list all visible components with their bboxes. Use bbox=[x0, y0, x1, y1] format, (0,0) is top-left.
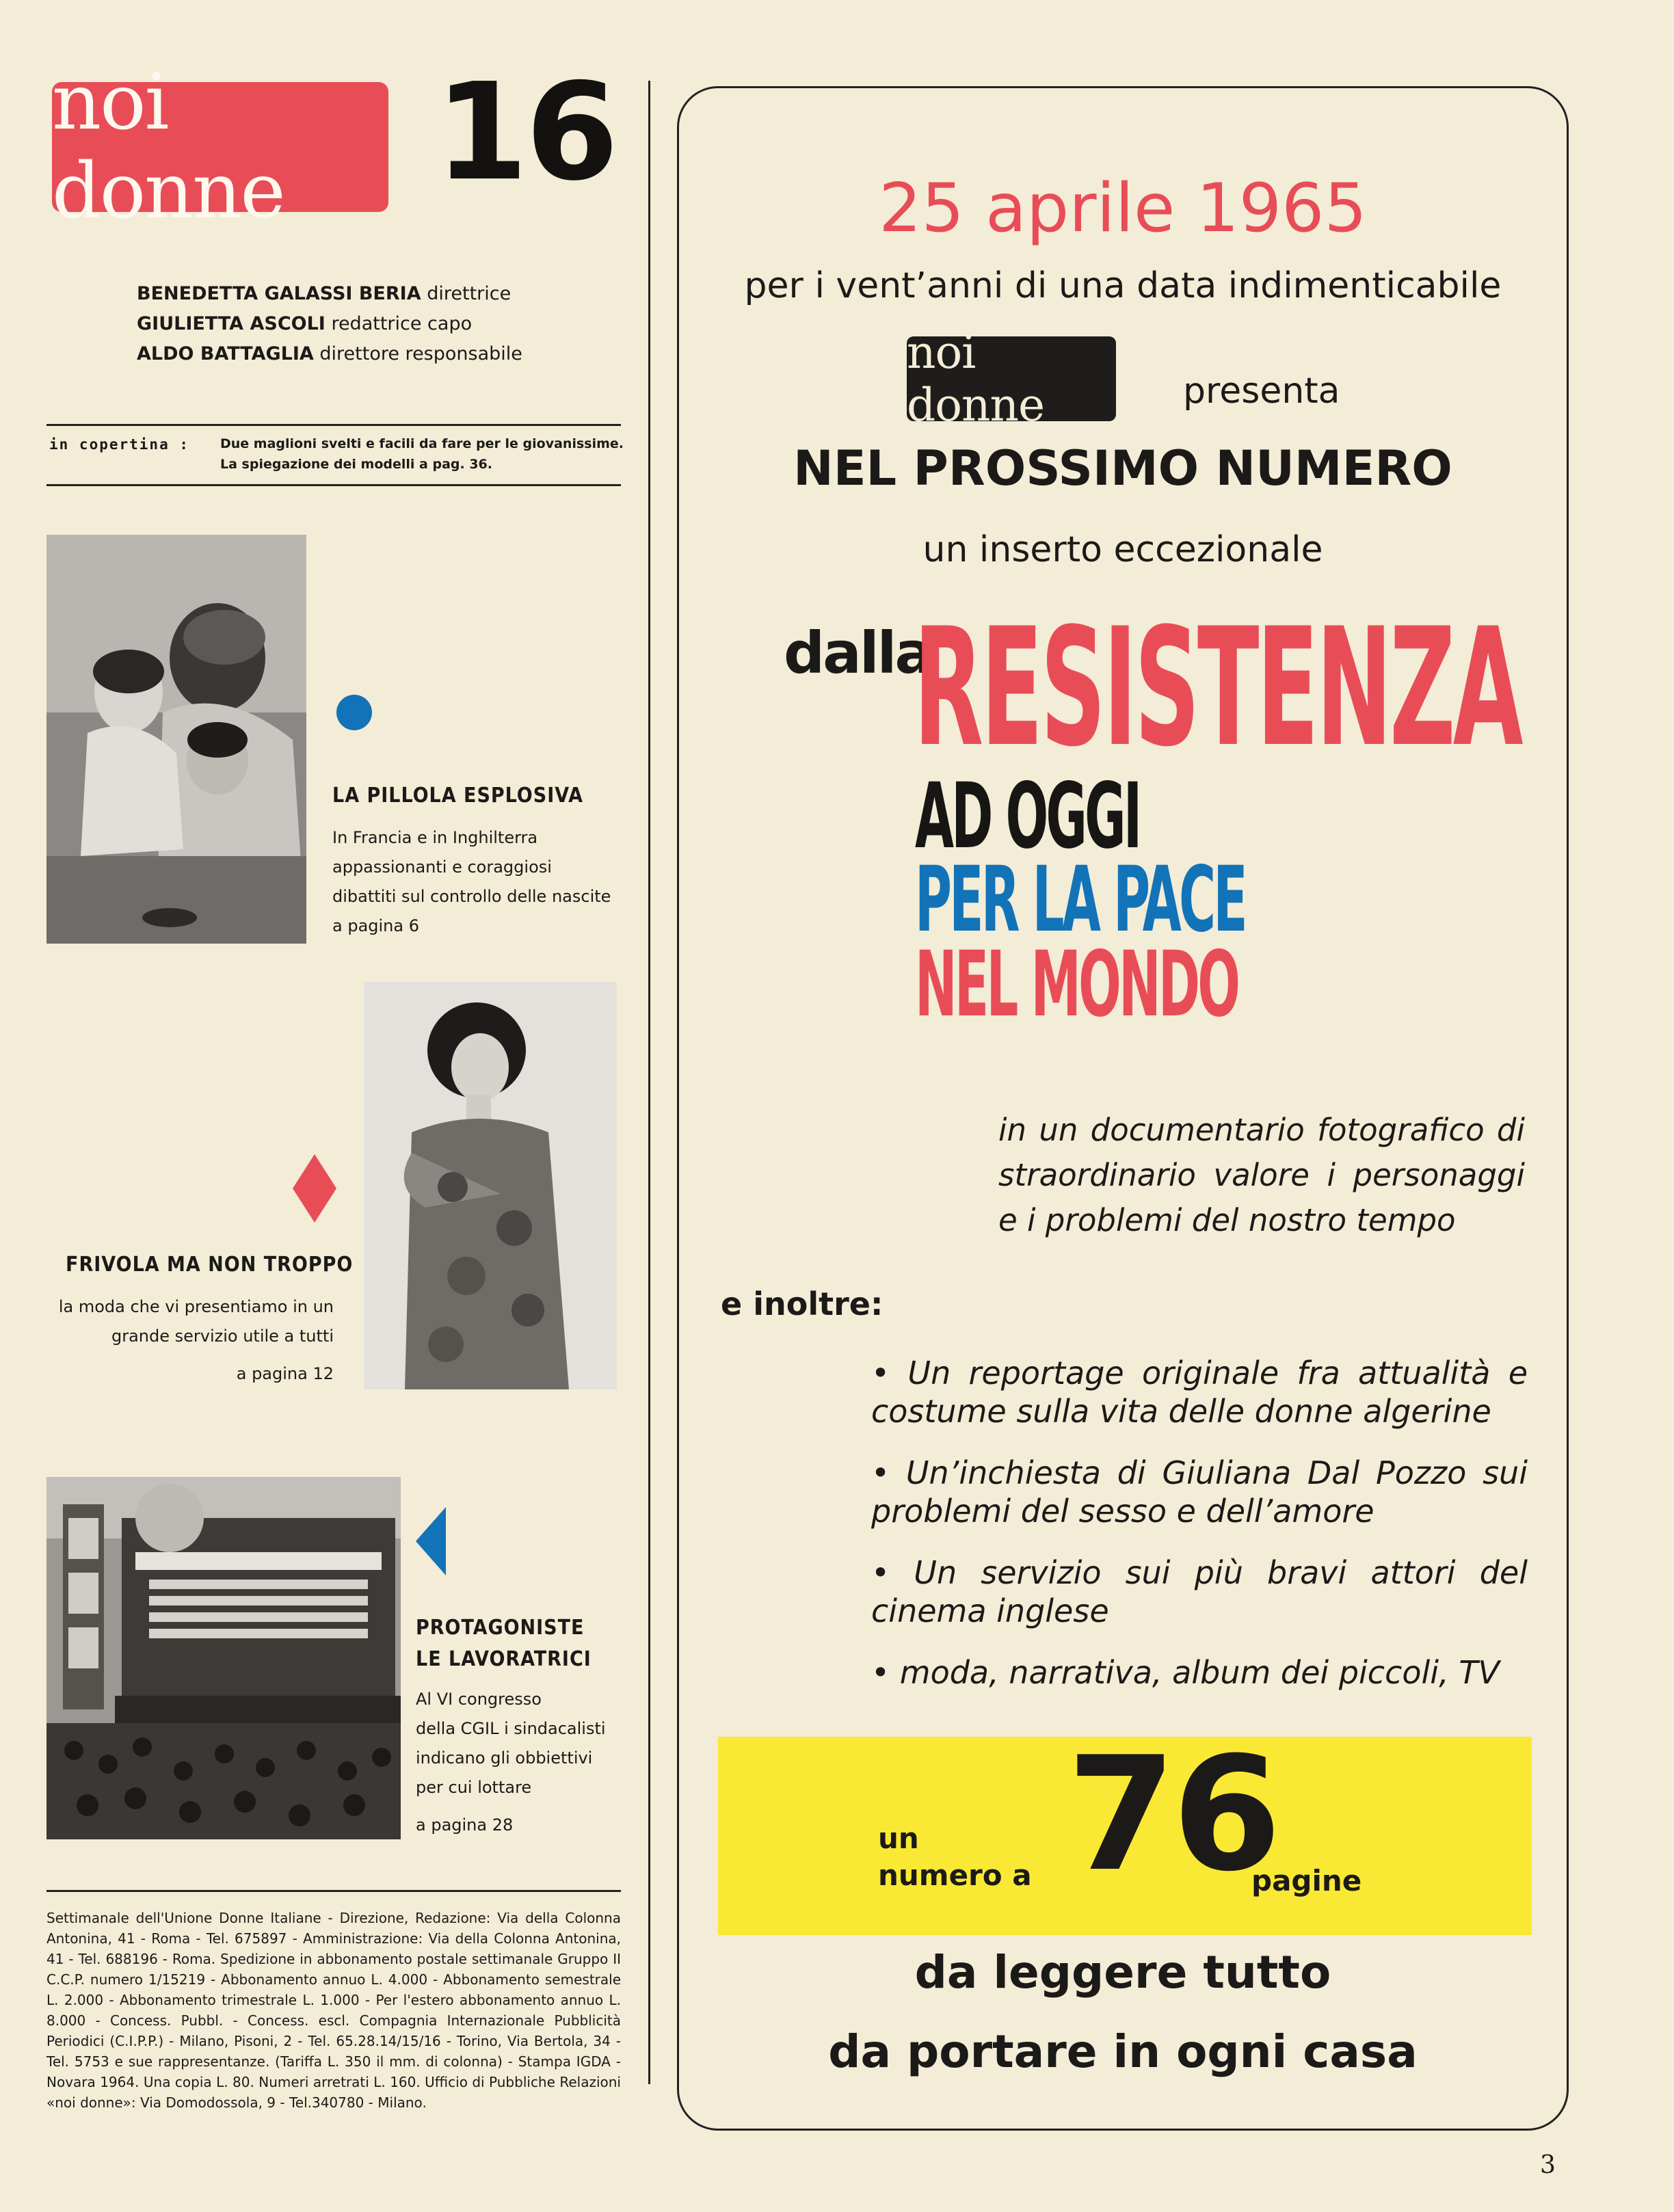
noi-donne-logo bbox=[52, 58, 388, 236]
feature-title: LA PILLOLA ESPLOSIVA bbox=[332, 784, 583, 808]
column-divider bbox=[648, 81, 650, 2084]
dalla-text: dalla bbox=[784, 619, 932, 687]
numero-a-text: numero a bbox=[878, 1858, 1032, 1892]
list-item: • Un reportage originale fra attualità e costume sulla vita delle donne algerine bbox=[871, 1355, 1528, 1430]
blue-dot-marker bbox=[336, 695, 372, 730]
next-issue-heading: NEL PROSSIMO NUMERO bbox=[793, 440, 1452, 496]
red-diamond-marker bbox=[293, 1154, 336, 1223]
pagine-text: pagine bbox=[1251, 1864, 1362, 1897]
publication-imprint: Settimanale dell'Unione Donne Italiane - Direzione, Redazione: Via della Colonna Antonina, 41 - Roma - Tel. 675897 - Amministrazione: Via della Colonna Antonina, 41 - Tel. 688196 - Roma. Spedizione in abbonamento postale settimanale Gruppo II C.C.P. numero 1/15219 - Abbonamento annuo L. 4.000 - Abbonamento semestrale L. 2.000 - Abbonamento trimestrale L. 1.000 - Per l'estero abbonamento annuo L. 8.000 - Concess. Pubbl. - Concess. escl. Compagnia Internazionale Pubblicità Periodici (C.I.P.P.) - Milano, Pisoni, 2 - Tel. 65.28.14/15/16 - Torino, Via Bertola, 34 - Tel. 5753 e sue rappresentanze. (Tariffa L. 350 il mm. di colonna) - Stampa IGDA - Novara 1964. Una copia L. 80. Numeri arretrati L. 160. Ufficio di Pubbliche Relazioni «noi donne»: Via Domodossola, 9 - Tel.340780 - Milano. bbox=[46, 1910, 621, 2111]
feature-body bbox=[416, 1685, 635, 1840]
nel-mondo-headline: NEL MONDO bbox=[915, 932, 1238, 1037]
staff-role: redattrice capo bbox=[331, 313, 473, 334]
tagline-read: da leggere tutto bbox=[914, 1946, 1331, 1999]
feature-title-line: PROTAGONISTE bbox=[416, 1616, 585, 1640]
feature-title-line: LE LAVORATRICI bbox=[416, 1647, 592, 1671]
feature-line: indicano gli obbiettivi bbox=[416, 1748, 593, 1768]
staff-row bbox=[137, 279, 522, 309]
divider bbox=[46, 424, 621, 426]
feature-line: Al VI congresso bbox=[416, 1690, 542, 1709]
staff-role: direttore responsabile bbox=[319, 343, 522, 364]
staff-role: direttrice bbox=[427, 283, 512, 304]
divider bbox=[46, 1890, 621, 1892]
divider bbox=[46, 484, 621, 486]
feature-title bbox=[416, 1612, 592, 1675]
feature-line: la moda che vi presentiamo in un bbox=[58, 1297, 334, 1316]
photo-cgil-congress-image bbox=[46, 1477, 401, 1839]
feature-line: dibattiti sul controllo delle nascite bbox=[332, 887, 611, 906]
feature-page-ref: a pagina 12 bbox=[236, 1364, 334, 1383]
documentary-description: in un documentario fotografico di straordinario valore i personaggi e i problemi del nostro tempo bbox=[998, 1112, 1525, 1238]
staff-name: GIULIETTA ASCOLI bbox=[137, 313, 326, 334]
inoltre-label: e inoltre: bbox=[721, 1285, 884, 1322]
list-item: • Un servizio sui più bravi attori del cinema inglese bbox=[871, 1554, 1528, 1629]
announcement-subtitle: per i vent’anni di una data indimenticabile bbox=[744, 265, 1502, 306]
list-item: • moda, narrativa, album dei piccoli, TV bbox=[871, 1654, 1500, 1691]
issue-number: 16 bbox=[435, 55, 616, 211]
staff-name: ALDO BATTAGLIA bbox=[137, 343, 314, 364]
presenta-text: presenta bbox=[1183, 371, 1340, 412]
staff-list bbox=[137, 279, 522, 369]
page-count-number: 76 bbox=[1067, 1724, 1278, 1906]
cover-label: in copertina : bbox=[49, 436, 190, 453]
feature-line: appassionanti e coraggiosi bbox=[332, 857, 552, 877]
feature-line: per cui lottare bbox=[416, 1778, 532, 1797]
feature-line: della CGIL i sindacalisti bbox=[416, 1719, 606, 1738]
list-item: • Un’inchiesta di Giuliana Dal Pozzo sui problemi del sesso e dell’amore bbox=[871, 1454, 1528, 1530]
blue-triangle-marker bbox=[416, 1507, 446, 1575]
noi-donne-logo-small bbox=[907, 326, 1116, 431]
feature-body bbox=[46, 1292, 334, 1389]
logo-text: noi donne bbox=[52, 58, 284, 236]
staff-row bbox=[137, 339, 522, 369]
photo-fashion-model bbox=[364, 982, 617, 1389]
content-list bbox=[871, 1354, 1528, 1715]
tagline-home: da portare in ogni casa bbox=[828, 2025, 1418, 2078]
feature-body bbox=[332, 823, 633, 941]
feature-title: FRIVOLA MA NON TROPPO bbox=[66, 1253, 354, 1277]
announcement-date: 25 aprile 1965 bbox=[879, 170, 1367, 248]
resistenza-headline: RESISTENZA bbox=[914, 594, 1521, 783]
staff-row bbox=[137, 309, 522, 339]
feature-line: grande servizio utile a tutti bbox=[111, 1327, 334, 1346]
logo-text: noi donne bbox=[907, 326, 1045, 431]
photo-mother-children-image bbox=[46, 535, 306, 944]
feature-page-ref: a pagina 28 bbox=[416, 1815, 514, 1835]
photo-fashion-model-image bbox=[364, 982, 617, 1389]
feature-page-ref: a pagina 6 bbox=[332, 916, 419, 935]
photo-cgil-congress bbox=[46, 1477, 401, 1839]
insert-text: un inserto eccezionale bbox=[922, 529, 1323, 570]
photo-mother-children bbox=[46, 535, 306, 944]
staff-name: BENEDETTA GALASSI BERIA bbox=[137, 283, 421, 304]
cover-description: Due maglioni svelti e facili da fare per le giovanissime. La spiegazione dei modelli a pag. 36. bbox=[220, 436, 624, 472]
ad-oggi-headline: AD OGGI bbox=[915, 764, 1140, 869]
page-number: 3 bbox=[1540, 2151, 1556, 2179]
per-la-pace-headline: PER LA PACE bbox=[915, 847, 1245, 952]
un-text: un bbox=[878, 1822, 919, 1855]
feature-line: In Francia e in Inghilterra bbox=[332, 828, 538, 847]
